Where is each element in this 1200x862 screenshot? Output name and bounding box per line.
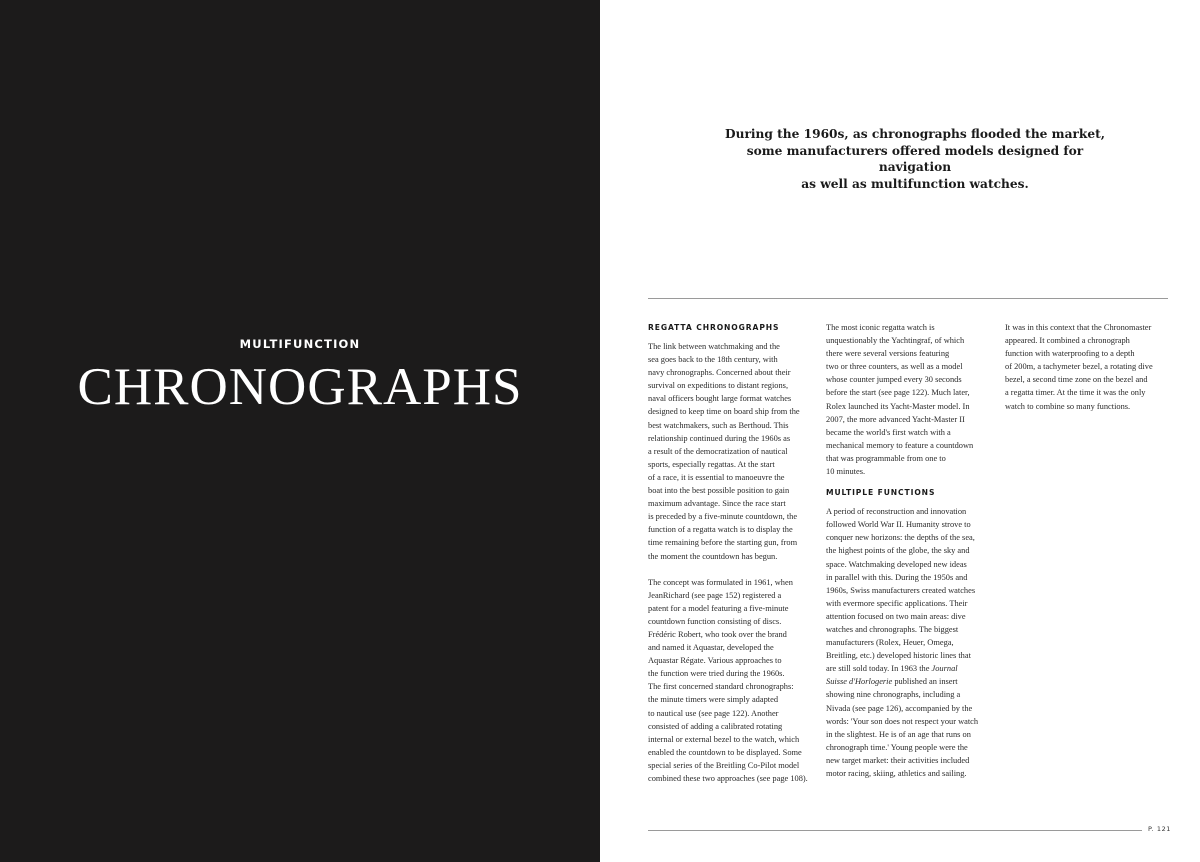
publication-title-italic: Journal (931, 664, 958, 674)
publication-title-italic: Suisse d'Horlogerie (826, 677, 893, 687)
paragraph: The link between watchmaking and the sea goes back to the 18th century, with navy chronographs. Concerned about their survival on expeditions to distant regions, naval officers bought large format watches designed to keep time on board ship from the best watchmakers, such as Berthoud. This relationship continued during the 1960s as a result of the democratization of nautical sports, especially regattas. At the start of a race, it is essential to manoeuvre the boat into the best possible position to gain maximum advantage. Since the race start is preceded by a five-minute countdown, the function of a regatta watch is to display the time remaining before the starting gun, from the moment the countdown has begun. (648, 342, 800, 561)
paragraph: The concept was formulated in 1961, when JeanRichard (see page 152) registered a patent for a model featuring a five-minute countdown function consisting of discs. Frédéric Robert, who took over the brand and named it Aquastar, developed the Aquastar Régate. Various approaches to the function were tried during the 1960s. The first concerned standard chronographs: the minute timers were simply adapted to nautical use (see page 122). Another consisted of adding a calibrated rotating internal or external bezel to the watch, which enabled the countdown to be displayed. Some special series of the Breitling Co-Pilot model combined these two approaches (see page 108). (648, 577, 808, 783)
text-column-2 (826, 321, 992, 780)
bottom-divider (648, 830, 1142, 831)
page-number: P. 121 (1148, 825, 1172, 833)
paragraph-part: published an insert (894, 677, 958, 687)
chapter-title: CHRONOGRAPHS (77, 358, 523, 416)
paragraph (826, 505, 992, 780)
top-divider (648, 298, 1168, 299)
paragraph-part: A period of reconstruction and innovation followed World War II. Humanity strove to conquer new horizons: the depths of the sea, the highest points of the globe, the sky and space. Watchmaking developed new ideas in parallel with this. During the 1950s and 1960s, Swiss manufacturers created watches with evermore specific applications. Their attention focused on two main areas: dive watches and chronographs. The biggest manufacturers (Rolex, Heuer, Omega, Breitling, etc.) developed historic lines that are still sold today. In 1963 the (826, 507, 976, 674)
right-page (600, 0, 1200, 862)
section-heading-multiple-functions: MULTIPLE FUNCTIONS (826, 488, 936, 498)
section-heading-regatta: REGATTA CHRONOGRAPHS (648, 323, 780, 332)
text-column-3 (1005, 321, 1171, 413)
paragraph: It was in this context that the Chronomaster appeared. It combined a chronograph function with waterproofing to a depth of 200m, a tachymeter bezel, a rotating dive bezel, a second time zone on the bezel and a regatta timer. At the time it was the only watch to combine so many functions. (1005, 323, 1153, 411)
paragraph-part: showing nine chronographs, including a Nivada (see page 126), accompanied by the words: 'Your son does not respect your watch in the slightest. He is of an age that runs on chronograph time.' Young people were the new target market: their activities included motor racing, skiing, athletics and sailing. (826, 690, 979, 778)
section-kicker: MULTIFUNCTION (239, 337, 361, 351)
pull-quote: During the 1960s, as chronographs flooded the market, some manufacturers offered models designed for navigation as well as multifunction watches. (725, 127, 1105, 191)
text-column-1 (648, 321, 814, 785)
paragraph: The most iconic regatta watch is unquestionably the Yachtingraf, of which there were several versions featuring two or three counters, as well as a model whose counter jumped every 30 seconds before the start (see page 122). Much later, Rolex launched its Yacht-Master model. In 2007, the more advanced Yacht-Master II became the world's first watch with a mechanical memory to feature a countdown that was programmable from one to 10 minutes. (826, 323, 974, 477)
